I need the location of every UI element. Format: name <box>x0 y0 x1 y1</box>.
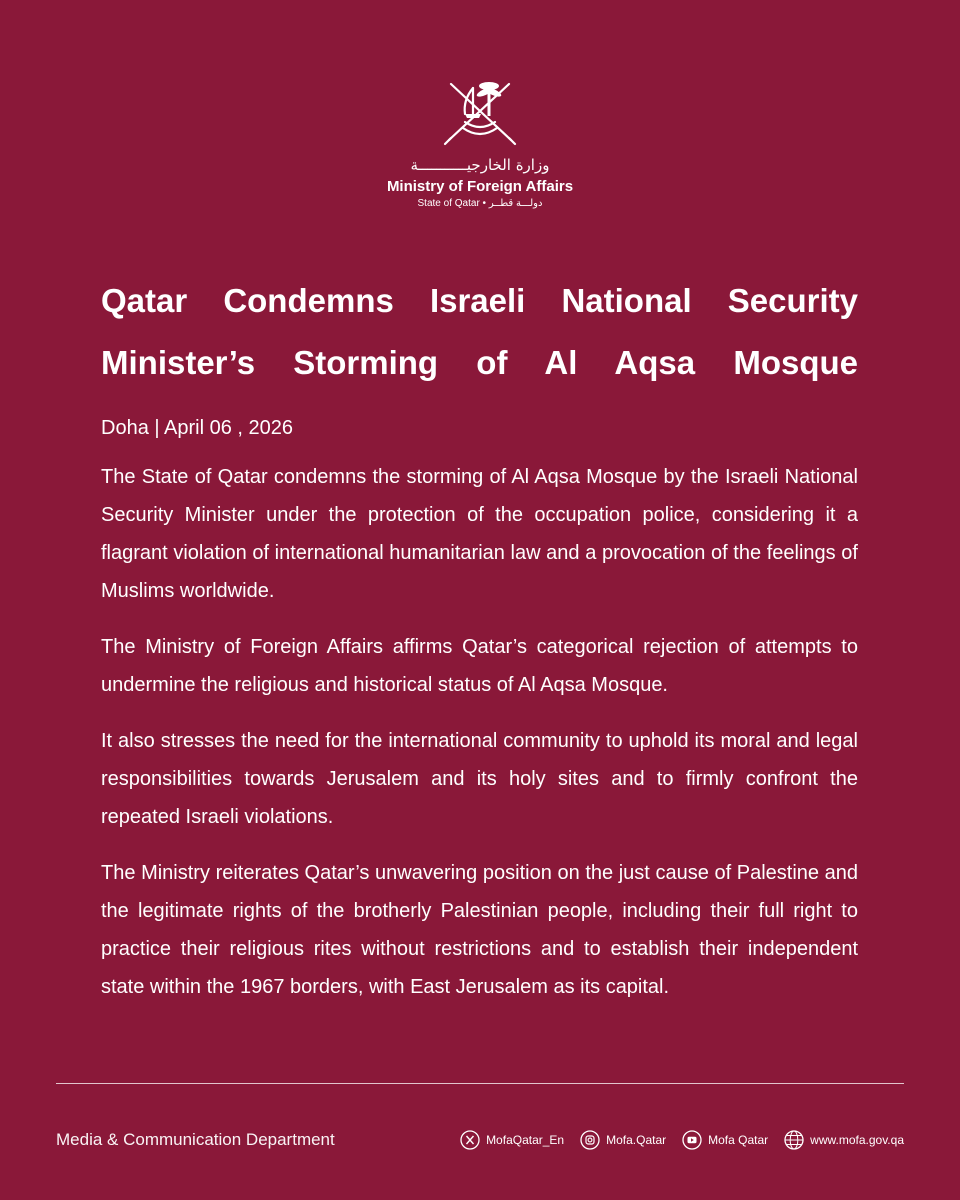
instagram-icon <box>580 1130 600 1150</box>
ministry-logo <box>0 70 960 209</box>
youtube-link[interactable] <box>682 1130 768 1150</box>
x-logo-icon <box>460 1130 480 1150</box>
footer-divider <box>56 1083 904 1084</box>
youtube-handle: Mofa Qatar <box>708 1133 769 1147</box>
x-link[interactable] <box>460 1130 564 1150</box>
x-handle: MofaQatar_En <box>486 1133 565 1147</box>
website-link[interactable] <box>784 1130 904 1150</box>
headline-line-1: Qatar Condemns Israeli National Security <box>101 282 858 319</box>
headline-line-2: Minister’s Storming of Al Aqsa Mosque <box>101 344 858 381</box>
department-name: Media & Communication Department <box>56 1130 335 1149</box>
ministry-arabic-name: وزارة الخارجيـــــــــــة <box>410 156 550 174</box>
globe-icon <box>784 1130 804 1150</box>
instagram-handle: Mofa.Qatar <box>606 1133 667 1147</box>
paragraph-1: The State of Qatar condemns the storming of Al Aqsa Mosque by the Israeli National Security Minister under the protection of the occupation police, considering it a flagrant violation of international humanitarian law and a provocation of the feelings of Muslims worldwide. <box>101 466 858 602</box>
website-url: www.mofa.gov.qa <box>810 1133 904 1147</box>
qatar-emblem-icon <box>435 70 525 152</box>
paragraph-4: The Ministry reiterates Qatar’s unwavering position on the just cause of Palestine and the legitimate rights of the brotherly Palestinian people, including their full right to practice their religious rites without restrictions and to establish their independent state within the 1967 borders, with East Jerusalem as its capital. <box>101 862 858 998</box>
instagram-link[interactable] <box>580 1130 666 1150</box>
youtube-icon <box>682 1130 702 1150</box>
dateline: Doha | April 06 , 2026 <box>101 417 293 439</box>
footer <box>56 1120 904 1160</box>
paragraph-3: It also stresses the need for the international community to uphold its moral and legal responsibilities towards Jerusalem and its holy sites and to firmly confront the repeated Israeli violations. <box>101 730 858 828</box>
state-of-qatar-line: State of Qatar • دولـــة قطــر <box>417 198 543 209</box>
social-links <box>460 1130 904 1150</box>
ministry-english-name: Ministry of Foreign Affairs <box>386 178 574 195</box>
paragraph-2: The Ministry of Foreign Affairs affirms Qatar’s categorical rejection of attempts to undermine the religious and historical status of Al Aqsa Mosque. <box>101 636 858 696</box>
press-release <box>101 270 858 1006</box>
